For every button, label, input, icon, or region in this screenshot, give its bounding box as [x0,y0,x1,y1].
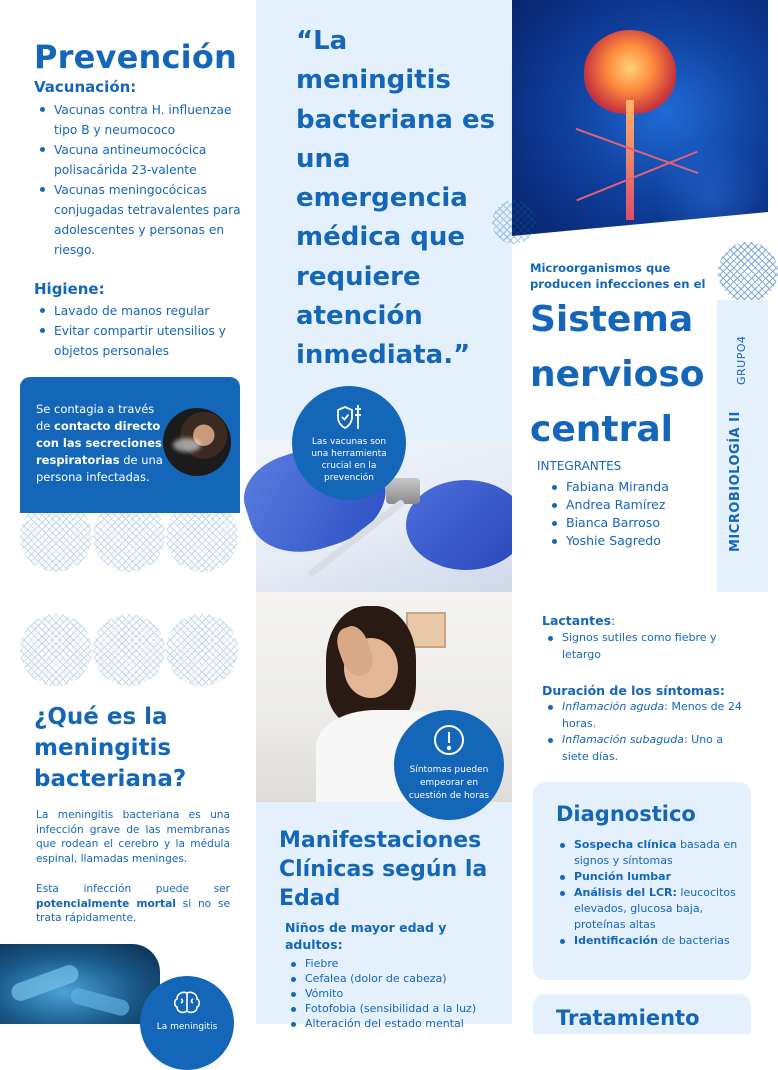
list-item: Inflamación aguda: Menos de 24 horas. [544,699,748,732]
list-item: Vacunas meningocócicas conjugadas tetravalentes para adolescentes y personas en riesgo. [36,180,242,260]
meningitis-badge-text: La meningitis [156,1022,218,1032]
list-item: Inflamación subaguda: Uno a siete días. [544,732,748,765]
pattern-circle [93,614,165,686]
list-item: Bianca Barroso [548,514,728,532]
lactantes-heading: Lactantes: [542,613,616,628]
cover-subtitle: Microorganismos que producen infecciones en el [530,261,706,291]
prevencion-title: Prevención [34,38,237,76]
list-item: Fotofobia (sensibilidad a la luz) [287,1001,507,1016]
prevencion-panel [0,0,256,592]
list-item: Vómito [287,986,507,1001]
list-item: Identificación de bacterias [556,933,742,949]
list-item: Cefalea (dolor de cabeza) [287,971,507,986]
cover-title: Sistema nervioso central [530,299,705,450]
course-label: MICROBIOLOGÍA II [728,411,743,552]
quote-text: “La meningitis bacteriana es una emergencia médica que requiere atención inmediata.” [296,26,496,371]
lactantes-list [544,630,744,663]
list-item: Vacuna antineumocócica polisacárida 23-valente [36,140,242,180]
list-item: Fabiana Miranda [548,478,728,496]
list-item: Signos sutiles como fiebre y letargo [544,630,744,663]
brain-icon [172,990,202,1016]
warning-badge-text: Síntomas pueden empeorar en cuestión de horas [408,765,490,801]
diagnostico-list [556,837,742,949]
list-item: Alteración del estado mental [287,1016,507,1031]
manifestaciones-title: Manifestaciones Clínicas según la Edad [279,828,488,911]
list-item: Lavado de manos regular [36,301,242,321]
meningitis-badge [140,976,234,1070]
pattern-circle [166,614,238,686]
list-item: Sospecha clínica basada en signos y síntomas [556,837,742,869]
pattern-circle [166,500,238,572]
list-item: Andrea Ramírez [548,496,728,514]
sneezing-person-photo [163,408,231,476]
higiene-list [36,301,242,361]
que-es-title: ¿Qué es la meningitis bacteriana? [34,704,187,792]
list-item: Fiebre [287,956,507,971]
duracion-list [544,699,748,765]
integrantes-list [548,478,728,550]
higiene-heading: Higiene: [34,280,105,298]
warning-badge [394,710,504,820]
list-item: Punción lumbar [556,869,742,885]
adultos-symptom-list [287,956,507,1031]
adultos-heading: Niños de mayor edad y adultos: [285,920,447,952]
bacteria-microscope-photo [0,944,160,1024]
exclamation-icon [433,724,465,756]
que-es-paragraph-2: Esta infección puede ser potencialmente mortal si no se trata rápidamente. [36,883,230,924]
que-es-paragraph-1: La meningitis bacteriana es una infección grave de las membranas que rodean el cerebro y la médula espinal, llamadas meninges. [36,809,230,865]
que-es-panel [0,592,256,1032]
vacunacion-heading: Vacunación: [34,78,137,96]
pattern-circle [93,500,165,572]
integrantes-label: INTEGRANTES [537,459,622,473]
list-item: Evitar compartir utensilios y objetos personales [36,321,242,361]
pattern-circle [718,242,778,302]
quote-panel [256,0,512,592]
tratamiento-title: Tratamiento [556,1006,700,1030]
cover-panel [512,0,768,592]
diagnostico-title: Diagnostico [556,802,696,826]
diagnostico-column [512,592,768,1030]
pattern-circle [20,614,92,686]
vaccine-badge [292,386,406,500]
vacunacion-list [36,100,242,260]
duracion-heading: Duración de los síntomas: [542,683,725,698]
list-item: Análisis del LCR: leucocitos elevados, glucosa baja, proteínas altas [556,885,742,933]
list-item: Vacunas contra H. influenzae tipo B y neumococo [36,100,242,140]
manifestaciones-panel [256,592,512,1030]
contagio-text: Se contagia a través de contacto directo con las secreciones respiratorias de una persona infectadas. [36,402,163,484]
pattern-circle [20,500,92,572]
list-item: Yoshie Sagredo [548,532,728,550]
shield-syringe-icon [334,402,364,432]
group-label: GRUPO4 [735,335,748,385]
pattern-circle [492,200,536,244]
vaccine-badge-text: Las vacunas son una herramienta crucial en la prevención [311,437,387,483]
nervous-system-illustration [512,0,768,250]
